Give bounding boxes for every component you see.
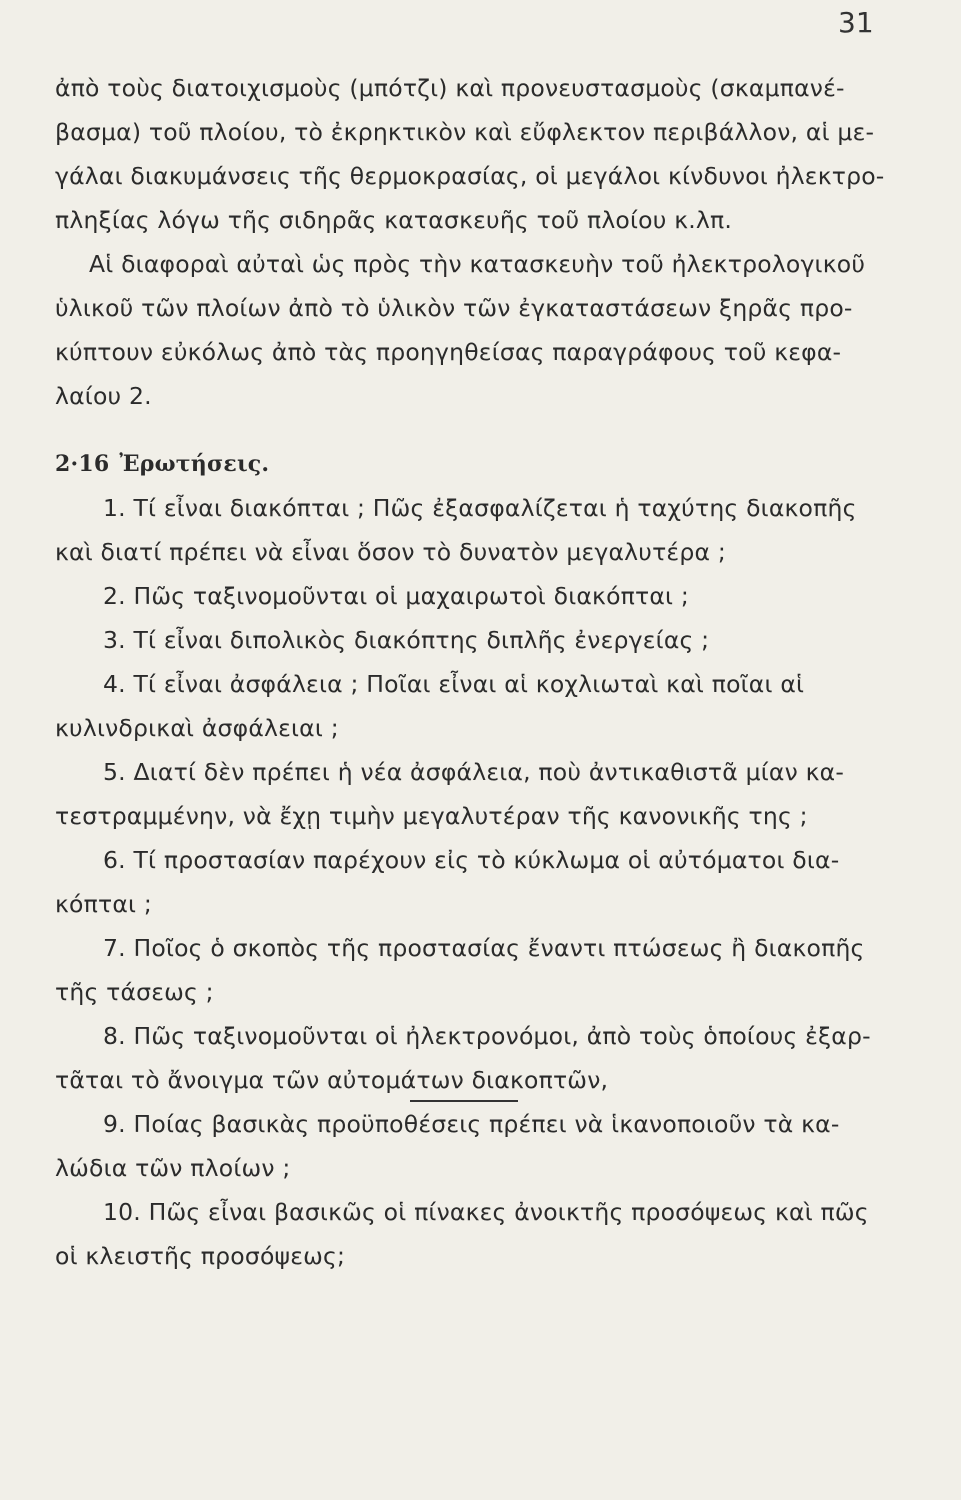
page-body	[55, 66, 885, 1278]
text-line: λαίου 2.	[55, 382, 152, 410]
question-5	[55, 750, 885, 838]
text-line: γάλαι διακυμάνσεις τῆς θερμοκρασίας, οἱ μεγάλοι κίνδυνοι ἠλεκτρο-	[55, 162, 885, 190]
text-line: Αἱ διαφοραὶ αὐταὶ ὡς πρὸς τὴν κατασκευὴν τοῦ ἠλεκτρολογικοῦ	[89, 250, 866, 278]
text-line: κύπτουν εὐκόλως ἀπὸ τὰς προηγηθείσας παραγράφους τοῦ κεφα-	[55, 338, 842, 366]
question-10	[55, 1190, 885, 1278]
text-line: ὑλικοῦ τῶν πλοίων ἀπὸ τὸ ὑλικὸν τῶν ἐγκαταστάσεων ξηρᾶς προ-	[55, 294, 853, 322]
question-line: 5. Διατί δὲν πρέπει ἡ νέα ἀσφάλεια, ποὺ ἀντικαθιστᾶ μίαν κα-	[103, 758, 845, 786]
paragraph-1	[55, 66, 885, 242]
question-line: 2. Πῶς ταξινομοῦνται οἱ μαχαιρωτοὶ διακόπται ;	[103, 582, 689, 610]
end-rule	[410, 1100, 518, 1102]
question-line: τᾶται τὸ ἄνοιγμα τῶν αὐτομάτων διακοπτῶν,	[55, 1066, 609, 1094]
question-2	[55, 574, 885, 618]
question-line: 3. Τί εἶναι διπολικὸς διακόπτης διπλῆς ἐνεργείας ;	[103, 626, 710, 654]
text-line: πληξίας λόγω τῆς σιδηρᾶς κατασκευῆς τοῦ πλοίου κ.λπ.	[55, 206, 733, 234]
question-4	[55, 662, 885, 750]
question-line: 6. Τί προστασίαν παρέχουν εἰς τὸ κύκλωμα οἱ αὐτόματοι δια-	[103, 846, 840, 874]
question-line: λώδια τῶν πλοίων ;	[55, 1154, 291, 1182]
section-number: 2·16	[55, 451, 110, 477]
question-8	[55, 1014, 885, 1102]
question-line: 10. Πῶς εἶναι βασικῶς οἱ πίνακες ἀνοικτῆς προσόψεως καὶ πῶς	[103, 1198, 869, 1226]
question-line: οἱ κλειστῆς προσόψεως;	[55, 1242, 346, 1270]
question-9	[55, 1102, 885, 1190]
paragraph-2	[55, 242, 885, 418]
question-1	[55, 486, 885, 574]
questions-list	[55, 486, 885, 1278]
question-6	[55, 838, 885, 926]
question-line: καὶ διατί πρέπει νὰ εἶναι ὅσον τὸ δυνατὸν μεγαλυτέρα ;	[55, 538, 726, 566]
question-line: κόπται ;	[55, 890, 152, 918]
question-line: 8. Πῶς ταξινομοῦνται οἱ ἠλεκτρονόμοι, ἀπὸ τοὺς ὁποίους ἐξαρ-	[103, 1022, 871, 1050]
section-title: Ἐρωτήσεις.	[119, 451, 270, 477]
question-7	[55, 926, 885, 1014]
question-line: κυλινδρικαὶ ἀσφάλειαι ;	[55, 714, 339, 742]
text-line: ἀπὸ τοὺς διατοιχισμοὺς (μπότζι) καὶ προνευστασμοὺς (σκαμπανέ-	[55, 74, 845, 102]
question-line: 4. Τί εἶναι ἀσφάλεια ; Ποῖαι εἶναι αἱ κοχλιωταὶ καὶ ποῖαι αἱ	[103, 670, 805, 698]
text-line: βασμα) τοῦ πλοίου, τὸ ἐκρηκτικὸν καὶ εὔφλεκτον περιβάλλον, αἱ με-	[55, 118, 875, 146]
question-line: 1. Τί εἶναι διακόπται ; Πῶς ἐξασφαλίζεται ἡ ταχύτης διακοπῆς	[103, 494, 857, 522]
question-line: τεστραμμένην, νὰ ἔχῃ τιμὴν μεγαλυτέραν τῆς κανονικῆς της ;	[55, 802, 808, 830]
question-3	[55, 618, 885, 662]
page-number: 31	[838, 6, 874, 39]
question-line: 7. Ποῖος ὁ σκοπὸς τῆς προστασίας ἔναντι πτώσεως ἢ διακοπῆς	[103, 934, 865, 962]
question-line: 9. Ποίας βασικὰς προϋποθέσεις πρέπει νὰ ἱκανοποιοῦν τὰ κα-	[103, 1110, 840, 1138]
section-heading	[55, 442, 885, 486]
question-line: τῆς τάσεως ;	[55, 978, 214, 1006]
